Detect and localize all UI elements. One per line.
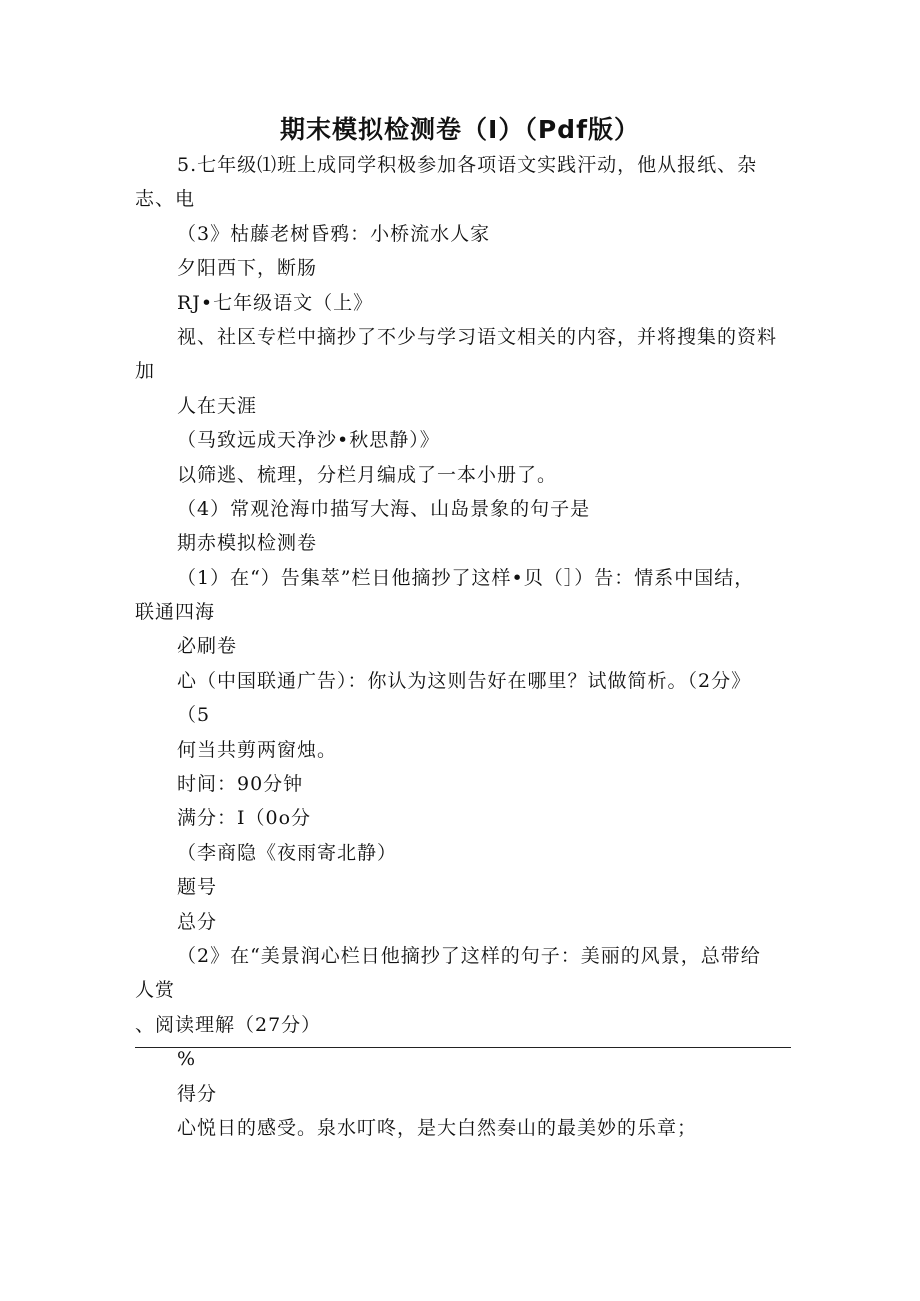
text-line: （2》在“美景润心栏日他摘抄了这样的句子：美丽的风景，总带给	[177, 944, 761, 967]
text-line: 人赏	[135, 979, 176, 1002]
text-line: 题号	[177, 876, 218, 899]
text-line: 期赤模拟检测卷	[177, 532, 318, 555]
text-line: 总分	[177, 910, 218, 933]
text-line: （1）在“）告集萃”栏日他摘抄了这样•贝（］）告：情系中国结，	[177, 566, 755, 589]
text-line: 视、社区专栏中摘抄了不少与学习语文相关的内容，并将搜集的资料	[177, 325, 778, 348]
text-line: （马致远成天净沙•秋思静）》	[177, 429, 440, 452]
text-line: （3》枯藤老树昏鸦：小桥流水人家	[177, 222, 491, 245]
document-body	[135, 148, 795, 1145]
text-line: 时间：90分钟	[177, 773, 304, 796]
text-line: 何当共剪两窗烛。	[177, 738, 338, 761]
document-title: 期末模拟检测卷（I）（Pdf版）	[280, 115, 640, 144]
text-line: 以筛逃、梳理，分栏月编成了一本小册了。	[177, 463, 558, 486]
text-line: 心（中国联通广告）：你认为这则告好在哪里？试做简析。（2分》	[177, 669, 752, 692]
text-line: （5	[177, 704, 211, 727]
text-line: %	[177, 1048, 197, 1071]
text-line: RJ•七年级语文（上》	[177, 291, 374, 314]
text-line: 人在天涯	[177, 394, 258, 417]
text-line: 志、电	[135, 188, 196, 211]
text-line: 联通四海	[135, 601, 216, 624]
text-line: 5.七年级⑴班上成同学积极参加各项语文实践汗动，他从报纸、杂	[177, 154, 758, 176]
section-heading: 、阅读理解（27分）	[135, 1013, 322, 1036]
text-line: 得分	[177, 1082, 218, 1105]
text-line: 心悦日的感受。泉水叮咚，是大白然奏山的最美妙的乐章；	[177, 1116, 698, 1139]
text-line: 满分：I（0o分	[177, 807, 312, 830]
text-line: 必刷卷	[177, 635, 238, 658]
text-line: （李商隐《夜雨寄北静）	[177, 841, 398, 864]
text-line: （4）常观沧海巾描写大海、山岛景象的句子是	[177, 497, 591, 520]
section-divider	[135, 1047, 791, 1048]
text-line: 加	[135, 360, 156, 383]
text-line: 夕阳西下，断肠	[177, 257, 318, 280]
